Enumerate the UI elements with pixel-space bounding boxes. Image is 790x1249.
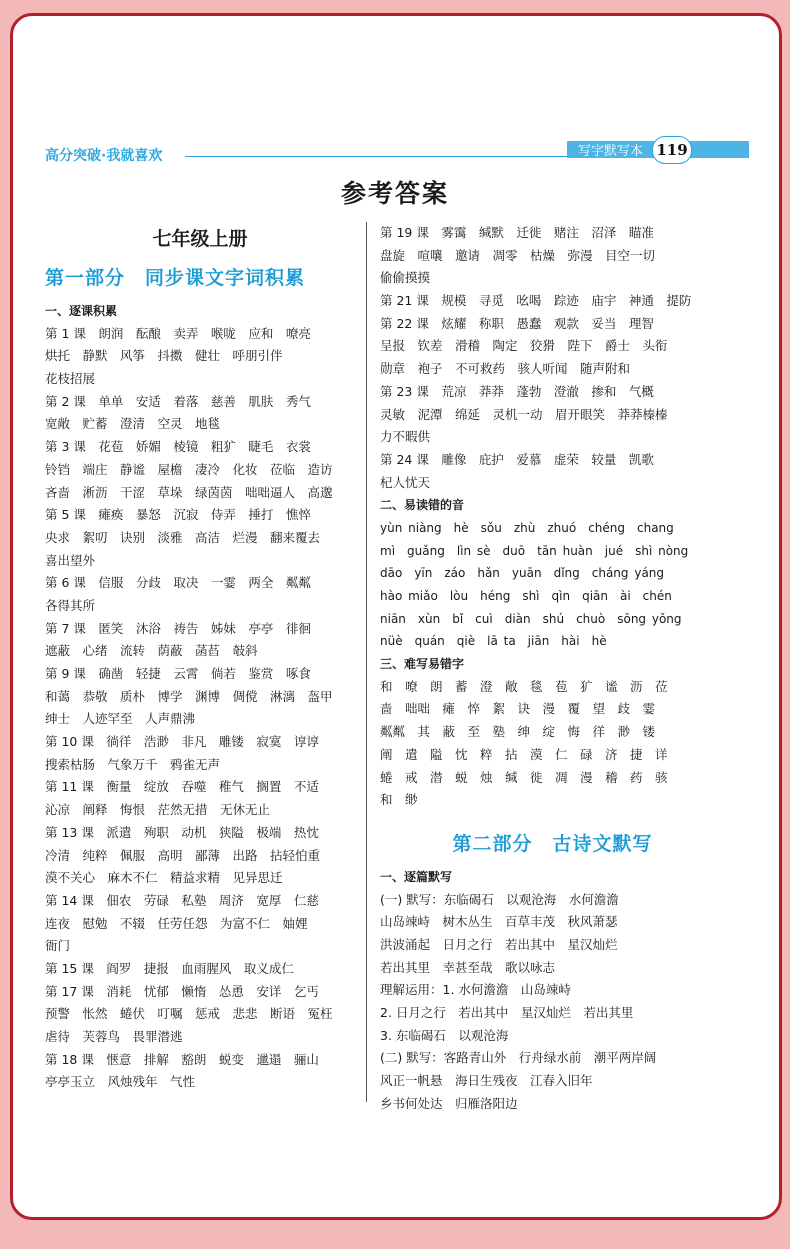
answer-line: 衙门 [45,938,71,954]
answer-line: 盘旋 喧嚷 邀请 凋零 枯燥 弥漫 目空一切 [380,247,656,263]
answer-line: 第 1 课 朗润 酝酿 卖弄 喉咙 应和 嘹亮 [45,325,311,341]
answer-line: (二) 默写：客路青山外 行舟绿水前 潮平两岸阔 [380,1050,657,1066]
answer-line: 若出其里 幸甚至哉 歌以咏志 [380,959,556,975]
answer-line: 第 14 课 佃农 劳碌 私塾 周济 宽厚 仁慈 [45,892,319,908]
answer-line: 偷偷摸摸 [380,270,431,286]
answer-line: 第 18 课 惬意 排解 豁朗 蜕变 邋遢 骊山 [45,1051,319,1067]
answer-line: 铃铛 端庄 静谧 屋檐 凄冷 化妆 莅临 造访 [45,461,333,477]
answer-line: 第 23 课 荒凉 莽莽 蓬勃 澄澈 掺和 气概 [380,383,654,399]
answer-line: 冷清 纯粹 佩服 高明 鄙薄 出路 拈轻怕重 [45,847,321,863]
header-slogan: 高分突破·我就喜欢 [45,148,163,164]
answer-line: 和蔼 恭敬 质朴 博学 渊博 倜傥 淋漓 盔甲 [45,688,333,704]
answer-line: nüè quán qiè lā ta jiān hài hè [380,634,607,649]
answer-line: 粼粼 其 蔽 至 塾 绅 绽 悔 徉 渺 镂 [380,724,656,740]
answer-line: 第 24 课 雕像 庇护 爱慕 虚荣 较量 凯歌 [380,451,654,467]
right-answer-lines-b [380,866,725,1116]
answer-line: 呈报 钦差 滑稽 陶定 狡猾 陛下 爵士 头衔 [380,338,668,354]
answer-line: 啬 咄咄 瘫 悴 絮 诀 漫 覆 望 歧 霎 [380,701,656,717]
header-book-label: 写字默写本 [578,144,644,159]
answer-line: 宽敞 贮蓄 澄清 空灵 地毯 [45,416,221,432]
answer-line: yùn niàng hè sǒu zhù zhuó chéng chang [380,520,674,535]
answer-line: 第 15 课 阎罗 捷报 血雨腥风 取义成仁 [45,960,294,976]
part-one-title: 第一部分 同步课文字词积累 [45,267,306,289]
answer-line: dāo yīn záo hǎn yuān dǐng cháng yáng [380,566,665,581]
section-heading: 一、逐课积累 [45,304,118,318]
answer-line: 理解运用：1. 水何澹澹 山岛竦峙 [380,982,571,998]
part-two-title: 第二部分 古诗文默写 [452,832,653,855]
answer-line: (一) 默写：东临碣石 以观沧海 水何澹澹 [380,891,619,907]
answer-line: 第 3 课 花苞 娇媚 棱镜 粗犷 睫毛 衣裳 [45,439,311,455]
answer-line: 和 缈 [380,792,418,808]
answer-line: mì guǎng lìn sè duō tān huàn jué shì nòng [380,543,689,558]
answer-line: 亭亭玉立 风烛残年 气性 [45,1074,196,1090]
answer-line: 乡书何处达 归雁洛阳边 [380,1095,518,1111]
answer-line: 搜索枯肠 气象万千 鸦雀无声 [45,756,221,772]
grade-heading: 七年级上册 [152,228,248,250]
answer-line: 沁凉 阐释 悔恨 茫然无措 无休无止 [45,802,271,818]
answer-line: 山岛竦峙 树木丛生 百草丰茂 秋风萧瑟 [380,914,618,930]
answer-line: 力不暇供 [380,429,431,445]
answer-line: 第 10 课 徜徉 浩渺 非凡 雕镂 寂寞 谆谆 [45,734,319,750]
answer-line: 第 19 课 雾霭 缄默 迁徙 赌注 沼泽 瞄准 [380,225,654,240]
header-rule [185,156,570,157]
answer-line: 第 5 课 瘫痪 暴怒 沉寂 侍弄 捶打 憔悴 [45,507,311,523]
answer-line: 2. 日月之行 若出其中 星汉灿烂 若出其里 [380,1005,634,1020]
answer-line: 遮蔽 心绪 流转 荫蔽 菡萏 攲斜 [45,643,258,659]
answer-line: hào miǎo lòu héng shì qìn qiān ài chén [380,589,672,603]
section-heading: 二、易读错的音 [380,498,465,513]
answer-line: 3. 东临碣石 以观沧海 [380,1027,509,1043]
answer-line: 预警 怅然 蜷伏 叮嘱 惩戒 悲悲 断语 冤枉 [45,1006,333,1022]
answer-line: 喜出望外 [45,552,96,568]
answer-line: 洪波涌起 日月之行 若出其中 星汉灿烂 [380,936,618,952]
answer-line: 漠不关心 麻木不仁 精益求精 见异思迁 [45,870,283,886]
answer-line: 第 21 课 规模 寻觅 吆喝 踪迹 庙宇 神通 提防 [380,293,692,309]
answer-line: 蜷 戒 潜 蜕 烛 缄 徙 凋 漫 稽 药 骇 [380,769,668,785]
left-answer-lines [45,300,355,1094]
answer-line: 勋章 袍子 不可救药 骇人听闻 随声附和 [380,361,631,377]
answer-line: 和 嘹 朗 蓄 澄 敞 毯 苞 犷 谧 沥 莅 [380,678,668,694]
answer-line: 第 6 课 信服 分歧 取决 一霎 两全 粼粼 [45,575,311,591]
section-heading: 一、逐篇默写 [380,869,453,884]
answer-line: 第 7 课 匿笑 沐浴 祷告 姊妹 亭亭 徘徊 [45,620,311,636]
page-title: 参考答案 [340,179,449,208]
answer-line: 绅士 人迹罕至 人声鼎沸 [45,711,196,727]
left-column [45,222,355,1094]
answer-line: 第 2 课 单单 安适 着落 慈善 肌肤 秀气 [45,393,311,409]
answer-line: 第 11 课 衡量 绽放 吞噬 稚气 搁置 不适 [45,779,319,795]
answer-line: 花枝招展 [45,371,96,387]
answer-line: niān xùn bǐ cuì diàn shú chuò sōng yǒng [380,611,682,626]
page-number: 119 [652,136,692,164]
right-answer-lines-a [380,222,725,812]
answer-line: 第 22 课 炫耀 称职 愚蠢 观款 妥当 理智 [380,315,654,331]
answer-line: 风正一帆悬 海日生残夜 江春入旧年 [380,1073,593,1089]
answer-line: 烘托 静默 风筝 抖擞 健壮 呼朋引伴 [45,348,283,364]
answer-line: 吝啬 淅沥 干涩 草垛 绿茵茵 咄咄逼人 高邈 [45,484,333,500]
answer-line: 灵敏 泥潭 绵延 灵机一动 眉开眼笑 莽莽榛榛 [380,406,668,422]
section-heading: 三、难写易错字 [380,657,465,672]
answer-line: 杞人忧天 [380,474,431,490]
answer-line: 各得其所 [45,597,96,613]
answer-line: 阐 遣 隘 忱 粹 拈 漠 仁 碌 济 捷 详 [380,746,668,762]
column-divider [366,222,367,1102]
answer-line: 第 13 课 派遣 殉职 动机 狭隘 极端 热忱 [45,824,319,840]
answer-line: 央求 絮叨 诀别 淡雅 高洁 烂漫 翻来覆去 [45,529,321,545]
right-column [380,222,725,1115]
answer-line: 第 17 课 消耗 忧郁 懒惰 怂恿 安详 乞丐 [45,983,319,999]
answer-line: 第 9 课 确凿 轻捷 云霄 倘若 鉴赏 啄食 [45,666,311,681]
answer-line: 虐待 芙蓉鸟 畏罪潜逃 [45,1029,183,1044]
answer-line: 连夜 慰勉 不辍 任劳任怨 为富不仁 妯娌 [45,915,308,931]
